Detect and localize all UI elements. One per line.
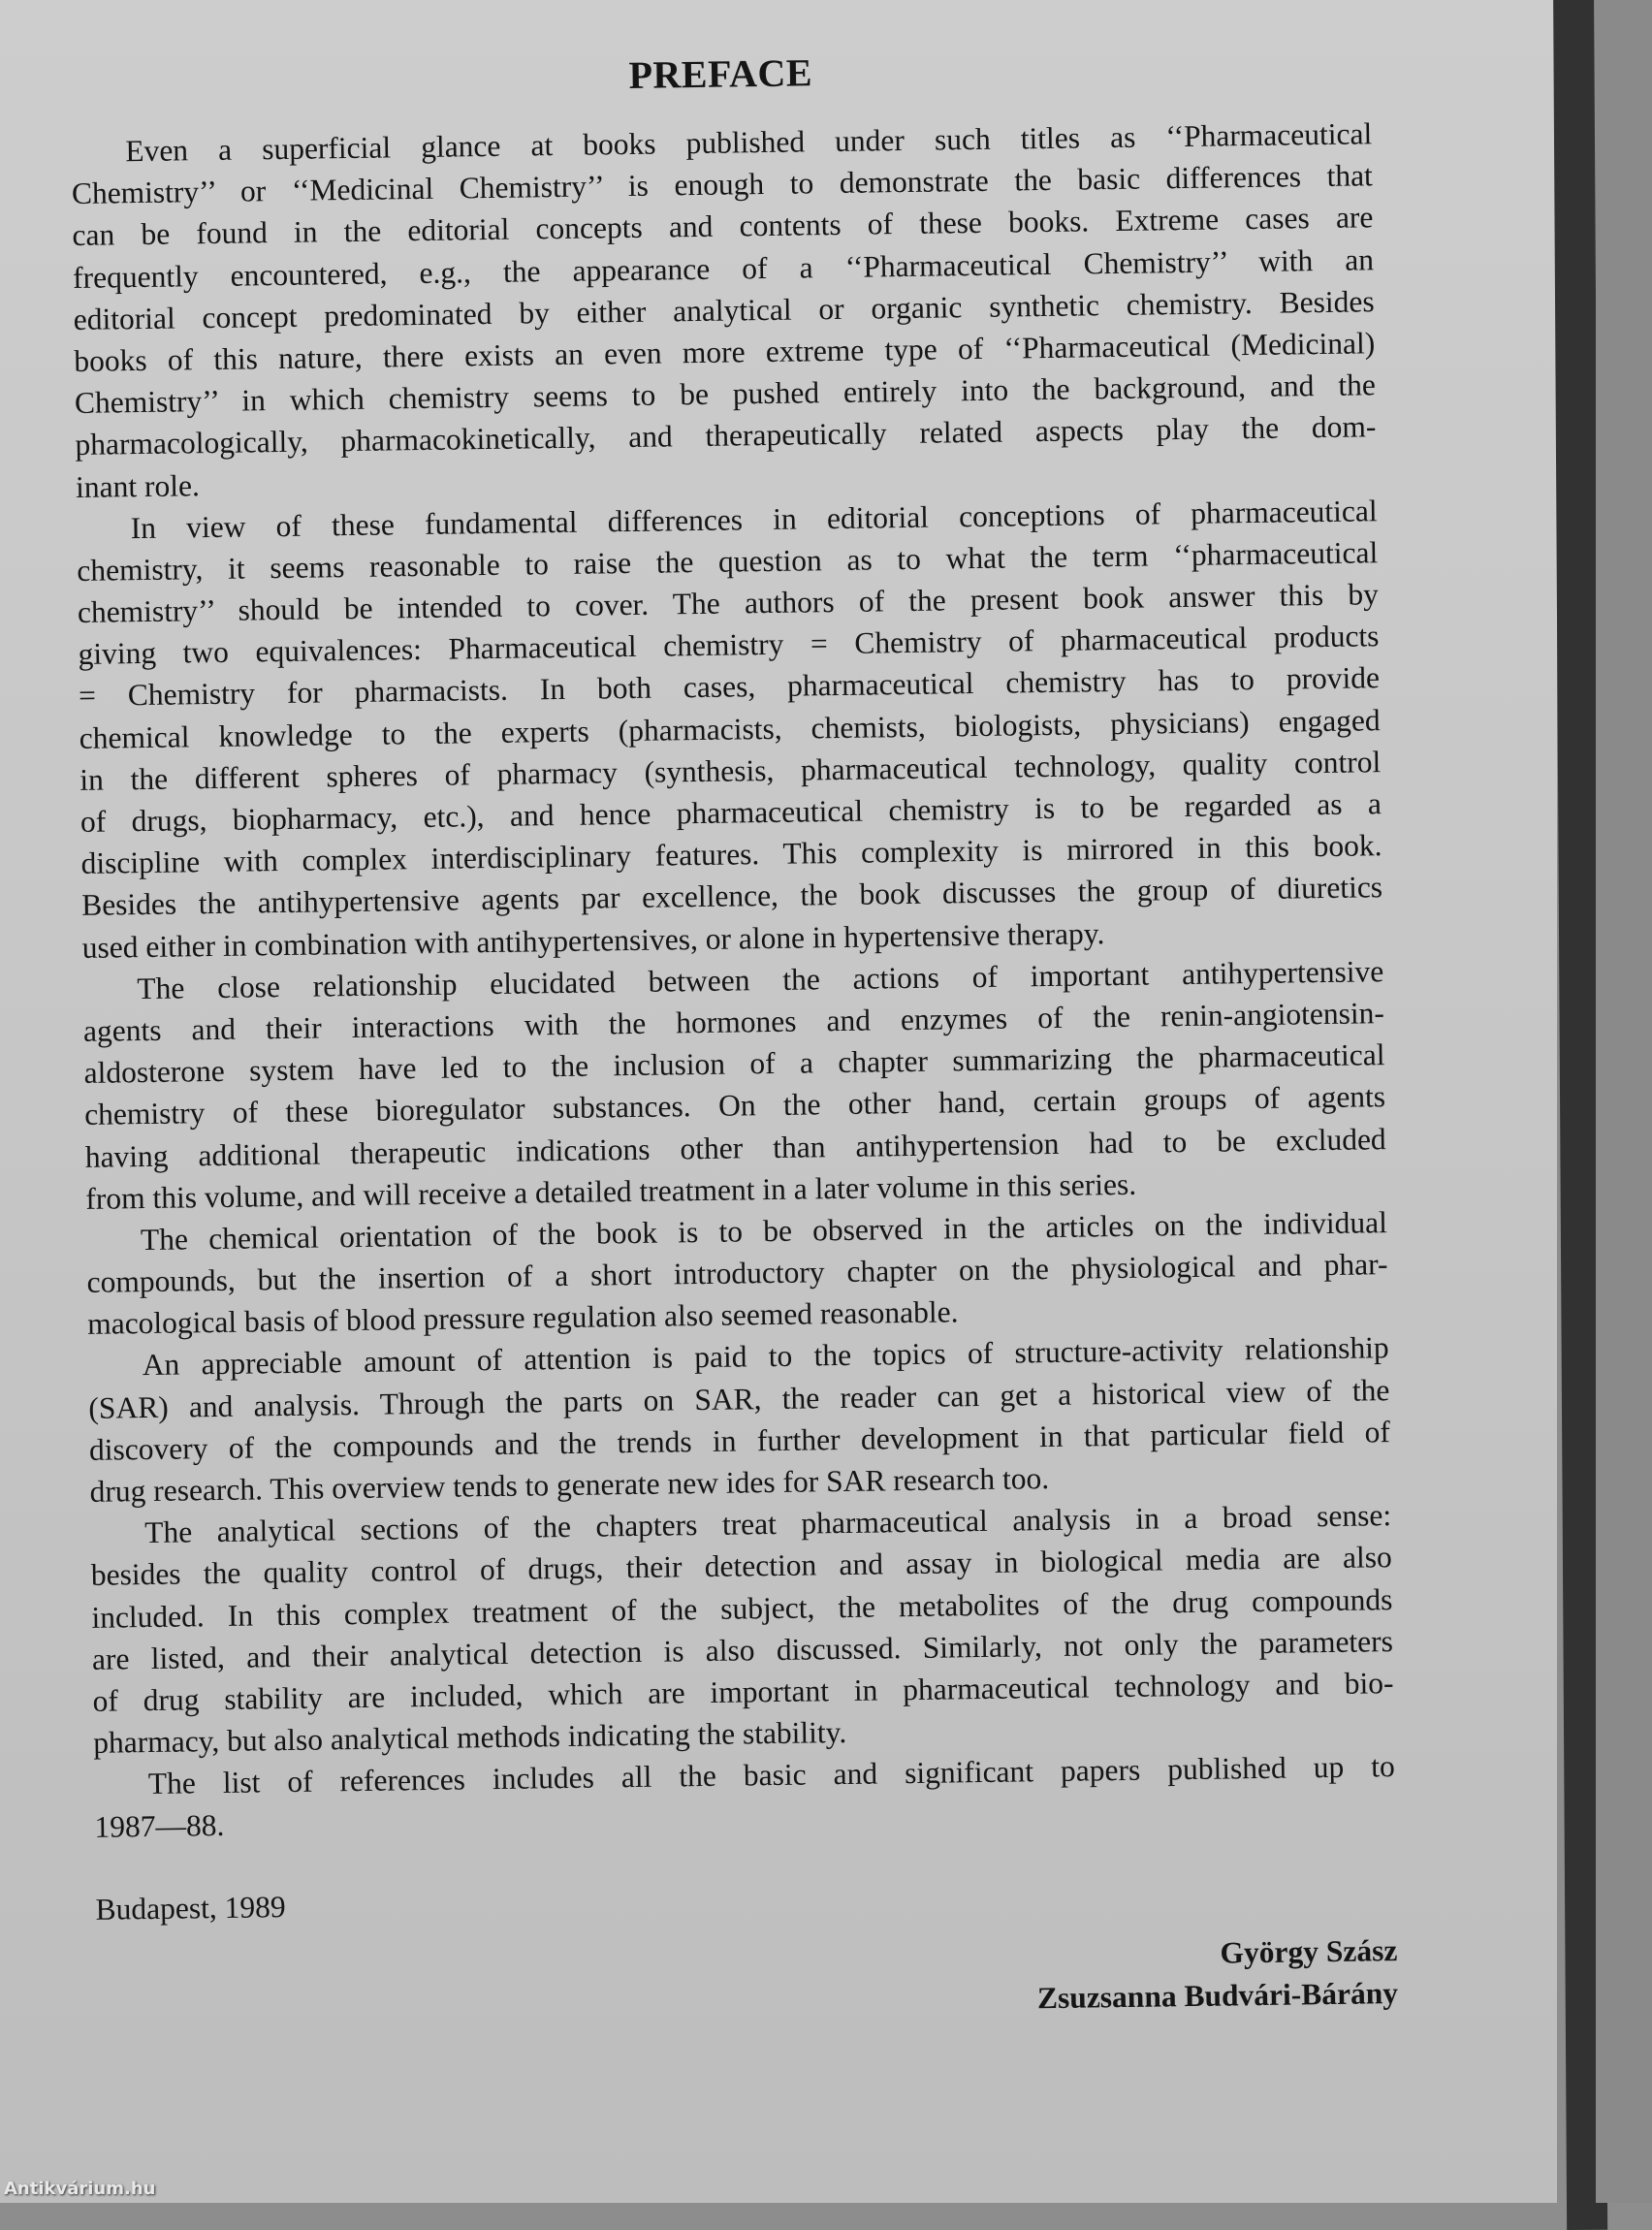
text-line: compounds, but the insertion of a short introductory chapter on the physiological and phar- [86, 1247, 1388, 1299]
text-line: chemistry of these bioregulator substances. On the other hand, certain groups of agents [83, 1079, 1386, 1132]
text-line: discipline with complex interdisciplinary features. This complexity is mirrored in this book. [80, 828, 1382, 881]
text-line: aldosterone system have led to the inclusion of a chapter summarizing the pharmaceutical [83, 1037, 1385, 1091]
background-surface [1596, 0, 1652, 2203]
text-line: The analytical sections of the chapters treat pharmaceutical analysis in a broad sense: [143, 1498, 1392, 1550]
paragraph [88, 1327, 1391, 1513]
text-line: The close relationship elucidated between the actions of important antihypertensive [137, 953, 1384, 1005]
paragraph [94, 1745, 1396, 1847]
text-line: pharmacy, but also analytical methods indicating the stability. [92, 1715, 847, 1760]
text-line: having additional therapeutic indications other than antihypertension had to be excluded [84, 1121, 1386, 1174]
text-line: Even a superficial glance at books published under such titles as ‘‘Pharmaceutical [125, 116, 1373, 169]
signature-block [96, 1929, 1398, 2033]
text-line: Chemistry’’ in which chemistry seems to be pushed entirely into the background, and the [74, 367, 1377, 421]
text-line: discovery of the compounds and the trends in further development in that particular field of [88, 1414, 1391, 1467]
text-line: inant role. [75, 467, 201, 504]
text-line: macological basis of blood pressure regulation also seemed reasonable. [86, 1294, 959, 1342]
text-line: chemical knowledge to the experts (pharmacists, chemists, biologists, physicians) engaged [79, 702, 1381, 755]
text-line: editorial concept predominated by either analytical or organic synthetic chemistry. Besides [73, 283, 1375, 336]
text-line: (SAR) and analysis. Through the parts on SAR, the reader can get a historical view of the [88, 1372, 1390, 1425]
place-date: Budapest, 1989 [95, 1889, 286, 1927]
preface-body [71, 112, 1396, 1847]
paragraph [86, 1201, 1389, 1345]
text-line: drug research. This overview tends to generate new ides for SAR research too. [89, 1461, 1050, 1509]
text-line: giving two equivalences: Pharmaceutical chemistry = Chemistry of pharmaceutical products [78, 619, 1380, 672]
text-line: The list of references includes all the basic and significant papers published up to [147, 1749, 1395, 1801]
text-line: agents and their interactions with the hormones and enzymes of the renin-angiotensin- [82, 996, 1385, 1048]
text-line: chemistry’’ should be intended to cover. The authors of the present book answer this by [77, 577, 1380, 630]
text-line: can be found in the editorial concepts and contents of these books. Extreme cases are [72, 200, 1374, 253]
text-line: of drugs, biopharmacy, etc.), and hence pharmaceutical chemistry is to be regarded as a [79, 786, 1382, 839]
text-line: frequently encountered, e.g., the appearance of a ‘‘Pharmaceutical Chemistry’’ with an [72, 241, 1375, 295]
paragraph [76, 490, 1383, 969]
page-title: PREFACE [628, 50, 813, 97]
paragraph [71, 112, 1377, 507]
text-line: in the different spheres of pharmacy (synthesis, pharmaceutical technology, quality control [79, 745, 1382, 797]
text-line: used either in combination with antihypertensives, or alone in hypertensive therapy. [81, 915, 1105, 965]
text-line: books of this nature, there exists an even more extreme type of ‘‘Pharmaceutical (Medicinal) [74, 326, 1376, 378]
text-line: = Chemistry for pharmacists. In both cases, pharmaceutical chemistry has to provide [78, 660, 1381, 714]
text-line: Besides the antihypertensive agents par excellence, the book discusses the group of diuretics [80, 870, 1383, 923]
paragraph [90, 1494, 1394, 1764]
preface-content [70, 42, 1398, 2032]
author-name: György Szász [1220, 1932, 1398, 1970]
text-line: are listed, and their analytical detection is also discussed. Similarly, not only the parameters [91, 1623, 1394, 1676]
text-line: included. In this complex treatment of the subject, the metabolites of the drug compounds [91, 1581, 1393, 1635]
text-line: In view of these fundamental differences in editorial conceptions of pharmaceutical [130, 493, 1378, 545]
text-line: from this volume, and will receive a detailed treatment in a later volume in this series. [85, 1166, 1137, 1216]
text-line: besides the quality control of drugs, their detection and assay in biological media are also [90, 1540, 1392, 1593]
text-line: pharmacologically, pharmacokinetically, and therapeutically related aspects play the dom- [75, 409, 1377, 462]
author-name: Zsuzsanna Budvári-Bárány [1036, 1975, 1399, 2015]
text-line: Chemistry’’ or ‘‘Medicinal Chemistry’’ is enough to demonstrate the basic differences that [71, 158, 1374, 211]
text-line: of drug stability are included, which are important in pharmaceutical technology and bio- [92, 1666, 1394, 1718]
text-line: An appreciable amount of attention is paid to the topics of structure-activity relationship [142, 1330, 1389, 1383]
text-line: chemistry, it seems reasonable to raise the question as to what the term ‘‘pharmaceutical [77, 535, 1379, 588]
watermark: Antikvárium.hu [4, 2179, 156, 2199]
paragraph [82, 950, 1386, 1220]
text-line: The chemical orientation of the book is to be observed in the articles on the individual [140, 1205, 1388, 1257]
text-line: 1987—88. [94, 1807, 225, 1844]
